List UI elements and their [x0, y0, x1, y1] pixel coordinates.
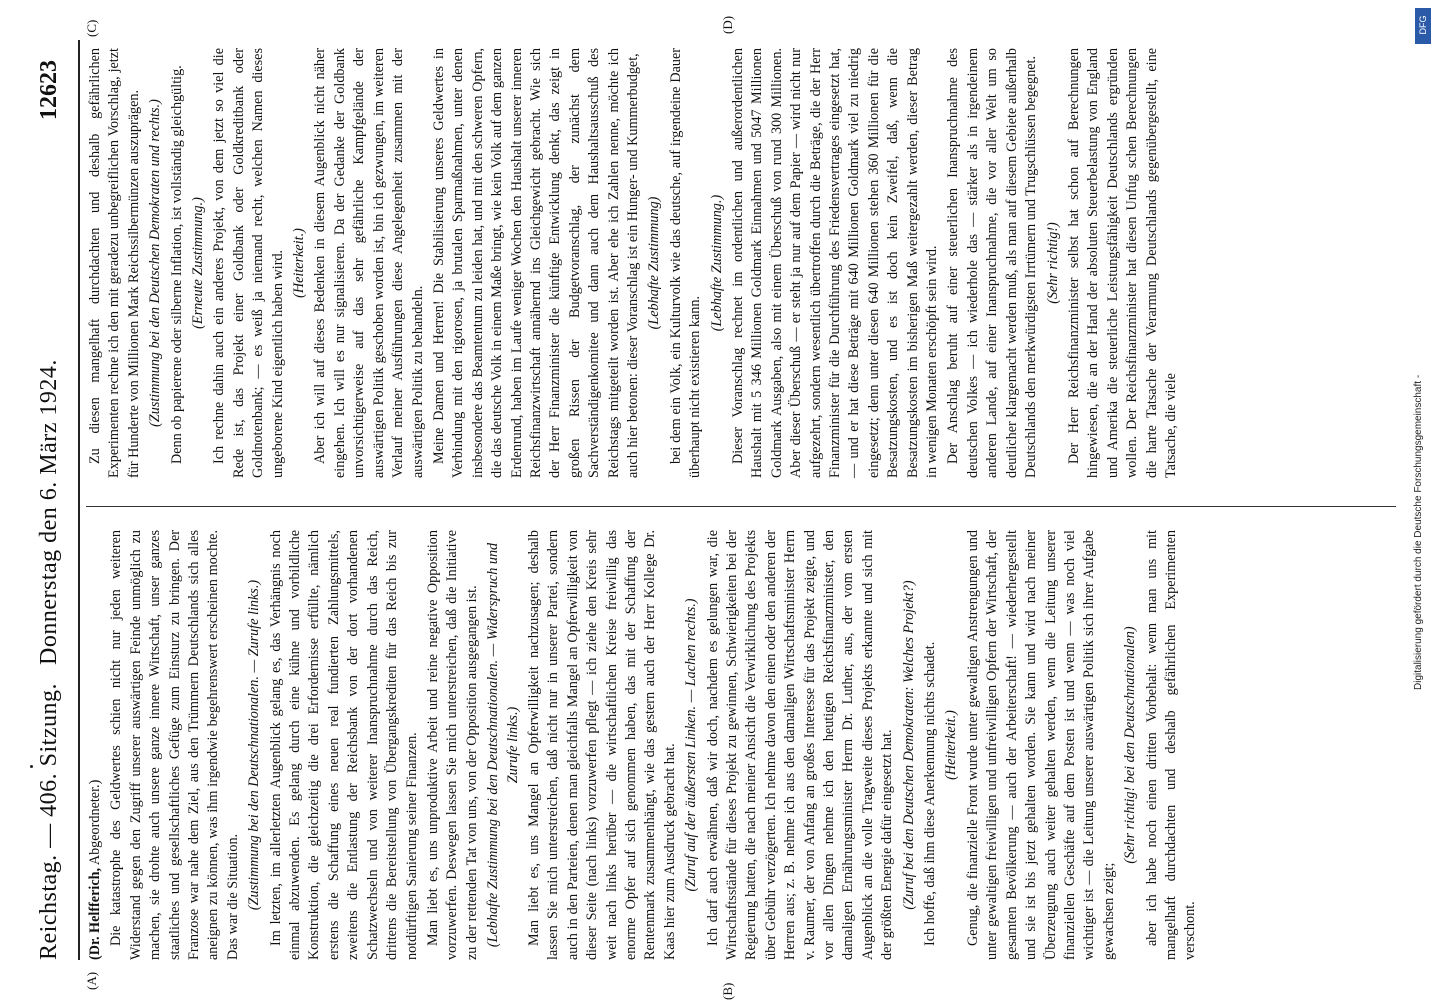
paragraph: (Heiterkeit.) [291, 228, 308, 298]
paragraph: (Sehr richtig!) [1044, 222, 1061, 304]
right-column [86, 48, 1396, 478]
paragraph: Der Anschlag beruht auf einer steuerlichen Inanspruchnahme des deutschen Volkes — ich wiederhole das — stärker als in irgendeinem anderen Lande, auf einer Inanspruchnahme, die vor aller Welt um so deutlicher klargemacht werden muß, als man auf diesem Gebiete außerhalb Deutschlands den merkwürdigsten Irrtümern und Trugschlüssen begegnet. [945, 48, 1040, 478]
credit-strip [1406, 0, 1432, 1000]
paragraph: Der Herr Reichsfinanzminister selbst hat schon auf Berechnungen hingewiesen, die an der Hand der absoluten Steuerbelastung von England und Amerika die steuerliche Leistungsfähigkeit Deutschlands ergründen wollen. Der Reichsfinanzminister hat diesen Unfug schen Berechnungen die harte Tatsache der Verarmung Deutschlands gegenübergestellt, eine Tatsache, die viele [1065, 48, 1179, 478]
paragraph: (Zustimmung bei den Deutschen Demokraten und rechts.) [147, 99, 164, 427]
speck [30, 765, 33, 768]
paragraph: (Erneute Zustimmung.) [190, 197, 207, 329]
paragraph: Aber ich will auf dieses Bedenken in diesem Augenblick nicht näher eingehen. Ich will es nur signalisieren. Da der Gedanke der Goldbank unvorsichtigerweise auf das sehr gefährliche Kampfgelände der auswärtigen Politik geschoben worden ist, bin ich gezwungen, im weiteren Verlauf meiner Ausführungen diese Angelegenheit zusammen mit der auswärtigen Politik zu behandeln. [312, 48, 426, 478]
left-column [86, 530, 1199, 960]
paragraph: Die katastrophe des Geldwertes schien nicht nur jeden weiteren Widerstand gegen den Zugriff unserer auswärtigen Feinde unmöglich zu machen, sie drohte auch unsere ganze innere Wirtschaft, unser ganzes staatliches und gesellschaftliches Gefüge zum Einsturz zu bringen. Der Franzose war nahe dem Ziel, aus den Trümmern Deutschlands sich alles aneignen zu können, was ihm irgendwie begehrenswert erscheinen mochte. Das war die Situation. [108, 530, 241, 960]
paragraph: bei dem ein Volk, ein Kulturvolk wie das deutsche, auf irgendeine Dauer überhaupt nicht existieren kann. [667, 48, 704, 478]
paragraph: Ich rechne dahin auch ein anderes Projekt, von dem jetzt so viel die Rede ist, das Projekt einer Goldbank oder Goldkreditbank oder Goldnotenbank; — es weiß ja niemand recht, welchen Namen dieses ungeborene Kind eigentlich haben wird. [211, 48, 286, 478]
paragraph: (Lebhafte Zustimmung.) [708, 194, 725, 332]
column-divider [86, 506, 1396, 507]
paragraph: aber ich habe noch einen dritten Vorbehalt: wenn man uns mit mangelhaft durchdachten und deshalb gefährlichen Experimenten verschont. [1143, 530, 1199, 960]
paragraph: Ich hoffe, daß ihm diese Anerkennung nichts schadet. [922, 641, 939, 946]
paragraph: Meine Damen und Herren! Die Stabilisierung unseres Geldwertes in Verbindung mit den rigorosen, ja brutalen Sparmaßnahmen, unter denen insbesondere das Beamtentum zu leiden hat, und mit den schweren Opfern, die das deutsche Volk in einem Maße bringt, wie kein Volk auf dem ganzen Erdenrund, haben im Laufe weniger Wochen den Haushalt unserer inneren Reichsfinanzwirtschaft annähernd ins Gleichgewicht gebracht. Wie sich der Herr Finanzminister die künftige Entwicklung denkt, das zeigt in großen Rissen der Budgetvoranschlag, der zunächst dem Sachverständigenkomitee und dann auch dem Haushaltsausschuß des Reichstags mitgeteilt worden ist. Aber ehe ich Zahlen nenne, möchte ich auch hier betonen: dieser Voranschlag ist ein Hunger- und Kummerbudget, [430, 48, 641, 478]
paragraph: Dieser Voranschlag rechnet im ordentlichen und außerordentlichen Haushalt mit 5 346 Millionen Goldmark Einnahmen und 5047 Millionen Goldmark Ausgaben, also mit einem Überschuß von rund 300 Millionen. Aber dieser Überschuß — er steht ja nur auf dem Papier — wird nicht nur aufgezehrt, sondern wesentlich übertroffen durch die Beträge, die der Herr Finanzminister für die Durchführung des Friedensvertrages eingesetzt hat, — und er hat diese Beträge mit 640 Millionen Goldmark viel zu niedrig eingesetzt; denn unter diesen 640 Millionen stehen 360 Millionen für die Besatzungskosten, und es ist doch kein Zweifel, daß, wenn die Besatzungskosten im bisherigen Maß weitergezahlt werden, dieser Betrag in wenigen Monaten erschöpft sein wird. [730, 48, 941, 478]
credit-text: Digitalisierung gefördert durch die Deutsche Forschungsgemeinschaft - [1413, 374, 1424, 690]
paragraph: Im letzten, im allerletzten Augenblick gelang es, das Verhängnis noch einmal abzuwenden. Es gelang durch eine kühne und vorbildliche Konstruktion, die gleichzeitig die drei Erfordernisse erfüllte, nämlich erstens die Schaffung eines neuen real fundierten Zahlungsmittels, zweitens die Entlastung der Reichsbank von der dort vorhandenen Schatzwechseln und von weiterer Inanspruchnahme durch das Reich, drittens die Bereitstellung von Übergangskrediten für das Reich bis zur notdürftigen Sanierung seiner Finanzen. [267, 530, 420, 960]
paragraph: (Lebhafte Zustimmung bei den Deutschnationalen. — Widerspruch und Zurufe links.) [485, 542, 521, 948]
header-rule [78, 40, 80, 960]
paragraph: (Heiterkeit.) [943, 710, 960, 780]
margin-marker-c: (C) [84, 19, 99, 37]
paragraph: Zu diesen mangelhaft durchdachten und deshalb gefährlichen Experimenten rechne ich den mit geradezu unbegreiflichen Vorschlag, jetzt für Hunderte von Millionen Mark Reichssilbermünzen auszuprägen. [87, 48, 142, 478]
left-paragraphs [107, 530, 1200, 960]
right-paragraphs [86, 48, 1181, 478]
paragraph: (Zustimmung bei den Deutschnationalen. — Zurufe links.) [246, 579, 263, 911]
speaker-name: (Dr. Helfferich, [87, 867, 103, 960]
speaker-line [86, 530, 105, 960]
dfg-logo: DFG [1415, 8, 1431, 44]
paragraph: Genug, die finanzielle Front wurde unter gewaltigen Anstrengungen und unter gewaltigen freiwilligen und unfreiwilligen Opfern der Wirtschaft, der gesamten Bevölkerung — auch der Arbeiterschaft! — wiederhergestellt und sie ist bis jetzt gehalten worden. Sie kann und wird nach meiner Überzeugung auch weiter gehalten werden, wenn die Leitung unserer finanziellen Geschäfte auf dem Posten ist und wenn — was noch viel wichtiger ist — die Leitung unserer auswärtigen Politik sich ihrer Aufgabe gewachsen zeigt; [964, 530, 1117, 960]
paragraph: Man liebt es, uns unproduktive Arbeit und reine negative Opposition vorzuwerfen. Deswegen lassen Sie mich unterstreichen, daß die Initiative zu der rettenden Tat von uns, von der Opposition ausgegangen ist. [424, 530, 480, 960]
margin-marker-a: (A) [84, 971, 99, 990]
header-session: Reichstag. — 406. Sitzung. [36, 683, 62, 960]
paragraph: (Zuruf bei den Deutschen Demokraten: Welches Projekt?) [900, 580, 917, 910]
margin-marker-d: (D) [720, 15, 735, 34]
header-date: Donnerstag den 6. März 1924. [36, 359, 62, 665]
paragraph: Denn ob papierene oder silberne Inflation, ist vollständig gleichgültig. [168, 65, 185, 464]
page-number: 12623 [36, 60, 62, 120]
speaker-role: Abgeordneter.) [87, 779, 103, 866]
paragraph: (Zuruf auf der äußersten Linken. — Lachen rechts.) [683, 598, 700, 892]
margin-marker-b: (B) [720, 982, 735, 1000]
paragraph: Man liebt es, uns Mangel an Opferwilligkeit nachzusagen; deshalb lassen Sie mich unterstreichen, daß nicht nur in unserer Partei, sondern auch in den Parteien, denen man gleichfalls Mangel an Opferwilligkeit von dieser Seite (nach links) vorzuwerfen pflegt — ich ziehe den Kreis sehr weit nach links herüber — die wirtschaftlichen Kreise freiwillig das enorme Opfer auf sich genommen haben, das mit der Schaffung der Rentenmark zusammenhängt, wie das gestern auch der Herr Kollege Dr. Kaas hier zum Ausdruck gebracht hat. [525, 530, 678, 960]
paragraph: (Sehr richtig! bei den Deutschnationalen) [1122, 626, 1139, 864]
paragraph: (Lebhafte Zustimmung) [646, 196, 663, 330]
paragraph: Ich darf auch erwähnen, daß wir doch, nachdem es gelungen war, die Wirtschaftsstände für dieses Projekt zu gewinnen, Schwierigkeiten bei der Regierung hatten, die nach meiner Ansicht die Verwirklichung des Projekts über Gebühr verzögerten. Ich nehme davon den einen oder den anderen der Herren aus; z. B. nehme ich aus den damaligen Wirtschaftsminister Herrn v. Raumer, der von Anfang an großes Interesse für das Projekt zeigte, und vor allen Dingen nehme ich den heutigen Reichsfinanzminister, den damaligen Ernährungsminister Herrn Dr. Luther, aus, der vom ersten Augenblick an die volle Tragweite dieses Projekts erkannte und sich mit der größten Energie dafür eingesetzt hat. [704, 530, 896, 960]
